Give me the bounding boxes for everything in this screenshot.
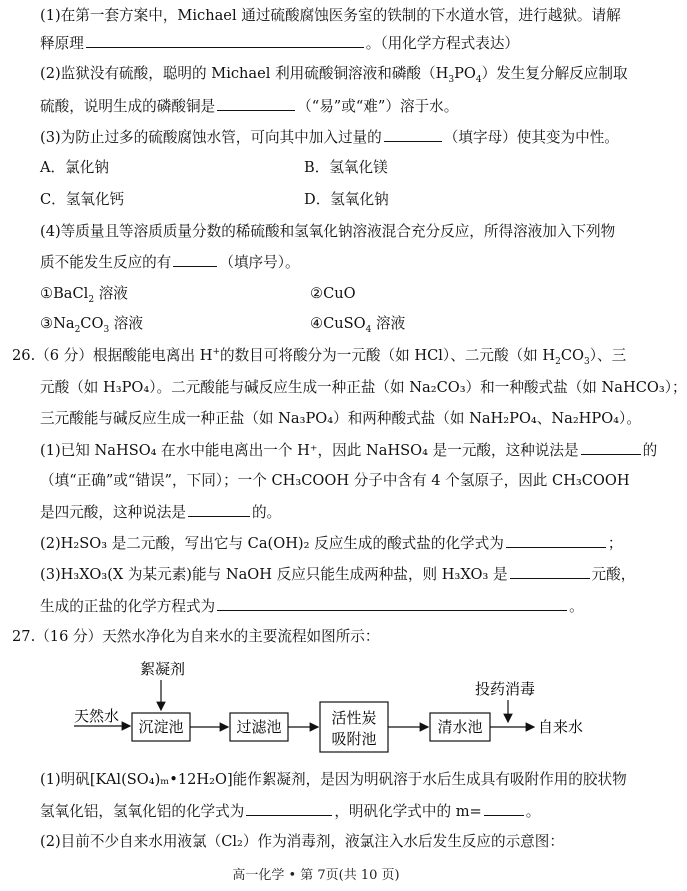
- q26-intro-line2: 元酸（如 H₃PO₄）。二元酸能与碱反应生成一种正盐（如 Na₂CO₃）和一种酸式盐（如 NaHCO₃）；: [40, 379, 687, 396]
- flowchart-svg: [0, 650, 632, 760]
- choice-3: $③Na_2CO_3$ 溶液: [40, 315, 143, 335]
- q25-part2-line1: (2)监狱没有硫酸，聪明的 Michael 利用硫酸铜溶液和磷酸$(H_3PO_4)$发生复分解反应制取: [40, 65, 628, 85]
- q26-part3-line1: (3)H₃XO₃(X 为某元素)能与 NaOH 反应只能生成两种盐，则 H₃XO₃ 是 元酸，: [40, 566, 636, 583]
- answer-blank[interactable]: [217, 96, 295, 111]
- answer-blank[interactable]: [506, 533, 606, 548]
- box-sedimentation-label: 沉淀池: [138, 718, 184, 736]
- q26-intro-line3: 三元酸能与碱反应生成一种正盐（如 Na₃PO₄）和两种酸式盐（如 NaH₂PO₄、Na₂HPO₄）。: [40, 410, 641, 427]
- answer-blank[interactable]: [188, 502, 250, 517]
- option-b: B．氢氧化镁: [304, 159, 388, 176]
- q25-part3: (3)为防止过多的硫酸腐蚀水管，可向其中加入过量的 （填字母）使其变为中性。: [40, 129, 619, 146]
- input-label: 天然水: [74, 707, 120, 725]
- page-footer: 高一化学 • 第 7页(共 10 页): [232, 868, 400, 883]
- choice-4: ④CuSO$_4$ 溶液: [310, 315, 406, 335]
- q27-part2: (2)目前不少自来水用液氯（Cl₂）作为消毒剂，液氯注入水后发生反应的示意图：: [40, 833, 564, 850]
- flocculant-label: 絮凝剂: [140, 660, 186, 678]
- q27-header: 27.（16 分）天然水净化为自来水的主要流程如图所示：: [12, 628, 380, 645]
- answer-blank[interactable]: [246, 801, 332, 816]
- q25-part4-line1: (4)等质量且等溶质质量分数的稀硫酸和氢氧化钠溶液混合充分反应，所得溶液加入下列物: [40, 223, 616, 240]
- disinfect-label: 投药消毒: [475, 680, 536, 698]
- q26-part2: (2)H₂SO₃ 是二元酸，写出它与 Ca(OH)₂ 反应生成的酸式盐的化学式为 ；: [40, 535, 623, 552]
- answer-blank[interactable]: [581, 440, 641, 455]
- q27-part1-line2: 氢氧化铝，氢氧化铝的化学式为 ，明矾化学式中的 m= 。: [40, 803, 541, 820]
- option-d: D．氢氧化钠: [304, 191, 389, 208]
- q26-part1-line2: （填“正确”或“错误”，下同）；一个 CH₃COOH 分子中含有 4 个氢原子，因此 CH₃COOH: [40, 472, 630, 489]
- q26-part1-line3: 是四元酸，这种说法是 的。: [40, 504, 282, 521]
- choice-2: ②CuO: [310, 285, 356, 302]
- q25-part1-line1: (1)在第一套方案中，Michael 通过硫酸腐蚀医务室的铁制的下水道水管，进行越狱。请解: [40, 7, 621, 24]
- q26-part1-line1: (1)已知 NaHSO₄ 在水中能电离出一个 H⁺，因此 NaHSO₄ 是一元酸，这种说法是 的: [40, 442, 658, 459]
- answer-blank[interactable]: [510, 564, 590, 579]
- q27-part1-line1: (1)明矾[KAl(SO₄)ₘ•12H₂O]能作絮凝剂，是因为明矾溶于水后生成具有吸附作用的胶状物: [40, 771, 627, 788]
- box-adsorption-label-1: 活性炭: [331, 709, 377, 727]
- box-adsorption-label-2: 吸附池: [331, 730, 377, 748]
- answer-blank[interactable]: [217, 596, 567, 611]
- option-c: C．氢氧化钙: [40, 191, 125, 208]
- q26-part3-line2: 生成的正盐的化学方程式为 。: [40, 598, 584, 615]
- option-a: A．氯化钠: [40, 159, 109, 176]
- q25-part2-line2: 硫酸，说明生成的磷酸铜是 （“易”或“难”）溶于水。: [40, 98, 459, 115]
- box-filtration-label: 过滤池: [236, 718, 282, 736]
- q25-part4-line2: 质不能发生反应的有 （填序号）。: [40, 254, 300, 271]
- answer-blank[interactable]: [173, 252, 217, 267]
- output-label: 自来水: [538, 718, 584, 736]
- choice-1: ①BaCl$_2$ 溶液: [40, 285, 128, 305]
- answer-blank[interactable]: [484, 801, 524, 816]
- q25-part1-line2: 释原理 。（用化学方程式表达）: [40, 35, 520, 52]
- answer-blank[interactable]: [86, 33, 364, 48]
- answer-blank[interactable]: [384, 127, 442, 142]
- water-treatment-flowchart: [0, 650, 632, 760]
- box-clear-water-label: 清水池: [437, 718, 483, 736]
- q26-header: 26.（6 分）根据酸能电离出 H+的数目可将酸分为一元酸（如 HCl）、二元酸（如 $H_2CO_3$）、三: [12, 347, 627, 367]
